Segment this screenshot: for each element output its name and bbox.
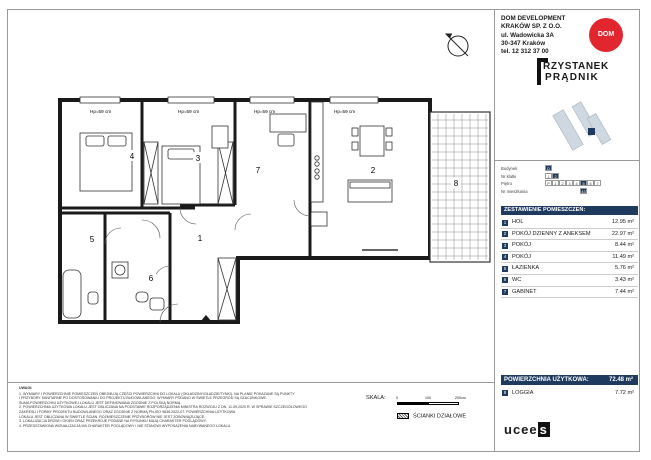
notes-line: 2. POWIERZCHNIA UŻYTKOWA LOKALU JEST OBLICZANA NA PODSTAWIE ROZPORZĄDZENIA MINISTRA ROZWOJU Z DN. 11.09.2020 R. W SPRAWIE SZCZEGÓŁOWEGO <box>19 405 307 410</box>
floor-cell: 4 <box>573 180 580 186</box>
developer-info <box>501 15 565 56</box>
room-row <box>501 252 638 264</box>
room-name: POKÓJ <box>512 242 531 249</box>
window-sill-label: Hp=59 cm <box>90 109 112 114</box>
loggia-area: 7.72 m² <box>615 390 634 396</box>
room-number: 3 <box>503 242 507 248</box>
room-label-text: 7 <box>255 166 261 175</box>
room-label <box>253 164 263 175</box>
notes <box>19 386 359 428</box>
scale-tick: 100 <box>425 396 431 400</box>
total-area <box>501 375 638 385</box>
room-name: WC <box>512 276 522 283</box>
room-area: 8.44 m² <box>615 242 634 249</box>
building-value: D <box>545 165 552 171</box>
room-name: ŁAZIENKA <box>512 265 540 272</box>
notes-line: I PRZYBORY SANITARNE PO DOSTOSOWANIU DO PROJEKTU BUDOWLANEGO. WYMIARY PODANO W ŚWIETLE PRZEGRÓD SĄ SZACUNKOWE. <box>19 396 267 401</box>
room-label <box>127 150 137 161</box>
total-area-label: POWIERZCHNIA UŻYTKOWA: <box>504 377 589 383</box>
room-area: 12.95 m² <box>611 219 634 225</box>
room-label-text: 8 <box>453 179 459 188</box>
notes-line: 3. LOKALIZACJA DRZWI I OKIEN ORAZ PRZEKROJE PODANE NA RYSUNKU MAJĄ CHARAKTER POGLĄDOWY. <box>19 419 207 424</box>
scale-label: SKALA: <box>366 395 386 401</box>
developer-company: KRAKÓW SP. Z O.O. <box>501 23 562 31</box>
floor-cell: 2 <box>559 180 566 186</box>
room-label <box>193 152 203 163</box>
north-arrow <box>446 34 468 56</box>
room-number: 5 <box>503 265 507 271</box>
room-row <box>501 240 638 252</box>
unit-label: Nr mieszkania <box>501 188 528 194</box>
room-name: POKÓJ DZIENNY Z ANEKSEM <box>512 230 591 237</box>
room-name: POKÓJ <box>512 253 531 260</box>
room-name: GABINET <box>512 288 537 295</box>
floor-cell: 1 <box>552 180 559 186</box>
room-number: 4 <box>503 254 507 260</box>
window-sill-label: Hp=59 cm <box>334 109 356 114</box>
developer-street: ul. Wadowicka 3A <box>501 31 554 39</box>
loggia-row <box>501 388 638 398</box>
sheet-divider-horizontal <box>7 382 495 383</box>
ucees-logo <box>504 422 550 437</box>
scale-bar <box>397 402 459 405</box>
floor-cell: 5 <box>580 180 587 186</box>
rooms-list <box>501 217 638 298</box>
floor-plan <box>40 30 500 330</box>
room-number: 7 <box>503 289 507 295</box>
developer-name: DOM DEVELOPMENT <box>501 15 566 22</box>
room-area: 7.44 m² <box>615 288 634 295</box>
notes-title: UWAGI: <box>19 386 33 390</box>
room-row <box>501 217 638 229</box>
rooms-header: ZESTAWIENIE POMIESZCZEŃ: <box>501 206 638 215</box>
loggia-name: LOGGIA <box>512 390 534 396</box>
developer-city: 30-347 Kraków <box>501 39 546 47</box>
room-area: 11.49 m² <box>612 253 634 260</box>
room-area: 3.43 m² <box>615 276 634 283</box>
project-name-line2: PRĄDNIK <box>545 72 599 83</box>
room-label <box>195 232 205 243</box>
room-number: 6 <box>503 277 507 283</box>
room-row <box>501 287 638 299</box>
room-label-text: 4 <box>129 152 135 161</box>
project-name-line1: RZYSTANEK <box>543 61 609 72</box>
developer-phone: tel. 12 312 37 00 <box>501 48 549 56</box>
room-number: 2 <box>503 231 507 237</box>
hatch-swatch-icon <box>397 413 409 419</box>
notes-line: 1. WYMIARY I POWIERZCHNIE POMIESZCZEŃ OBEJMUJĄ CZĘŚCI POWIERZCHNI DO LOKALU (OKŁADZINY/GŁADZIE/TYNKI). NA PLANIE POKAZANE SĄ PUNKTY <box>19 391 295 396</box>
room-label-text: 3 <box>195 154 201 163</box>
room-name: HOL <box>512 219 524 225</box>
floor-cell: 6 <box>587 180 594 186</box>
room-label <box>87 233 97 244</box>
staircase-label: Nr klatki <box>501 173 517 179</box>
room-label <box>368 164 378 175</box>
floor-cell: P <box>545 180 552 186</box>
project-name <box>537 61 609 83</box>
dom-logo: DOM <box>589 18 623 52</box>
room-label-text: 6 <box>148 274 154 283</box>
loggia-number: 8 <box>503 390 507 395</box>
window-sill-label: Hp=59 cm <box>254 109 276 114</box>
scale-tick: 0 <box>396 396 398 400</box>
ucees-logo-text: ucee <box>504 422 538 437</box>
panel-divider <box>494 160 640 161</box>
notes-line: SUMA POWIERZCHNI UŻYTKOWEJ LOKALU JEST DEFINIOWANA ZGODNIE Z POLSKĄ NORMĄ. <box>19 400 182 405</box>
notes-line: ZAKRESU I FORMY PROJEKTU BUDOWLANEGO ORAZ ZGODNIE Z NORMĄ PN-ISO 9836:2022-07. POWIERZCHNIA UŻYTKOWA <box>19 409 236 414</box>
staircase-cell: 1 <box>545 173 552 179</box>
room-label-text: 1 <box>197 234 203 243</box>
notes-line: 4. PRZEDSTAWIONA WIZUALIZACJA MA CHARAKTER POGLĄDOWY I NIE STANOWI WYPOSAŻENIA NABYWANEGO LOKALU. <box>19 423 232 428</box>
wall-legend-text: ŚCIANKI DZIAŁOWE <box>413 413 467 420</box>
floor-cell: 3 <box>566 180 573 186</box>
key-plan <box>502 92 632 160</box>
room-label-text: 2 <box>370 166 376 175</box>
room-row <box>501 275 638 287</box>
room-label <box>451 177 461 188</box>
room-area: 22.97 m² <box>611 230 634 237</box>
room-label-text: 5 <box>89 235 95 244</box>
staircase-cell: 2 <box>552 173 559 179</box>
wall-legend <box>397 413 466 419</box>
floor-cell: 7 <box>594 180 601 186</box>
floor-label: Piętro <box>501 181 512 186</box>
room-number: 1 <box>503 219 507 225</box>
building-label: Budynek <box>501 166 518 171</box>
room-row <box>501 229 638 241</box>
total-area-value: 72.48 m² <box>608 377 633 383</box>
room-area: 5.76 m² <box>615 265 634 272</box>
unit-value: 43 <box>581 189 586 194</box>
scale-tick: 200cm <box>455 396 466 400</box>
notes-line: LOKALU JEST OBLICZANA W ŚWIETLE ŚCIAN. ROZMIESZCZENIE PRZYBORÓW NIE JEST ZOBOWIĄZUJĄCE. <box>19 414 206 419</box>
room-row <box>501 263 638 275</box>
ucees-logo-box: s <box>539 422 548 437</box>
window-sill-label: Hp=59 cm <box>178 109 200 114</box>
room-label <box>146 272 156 283</box>
